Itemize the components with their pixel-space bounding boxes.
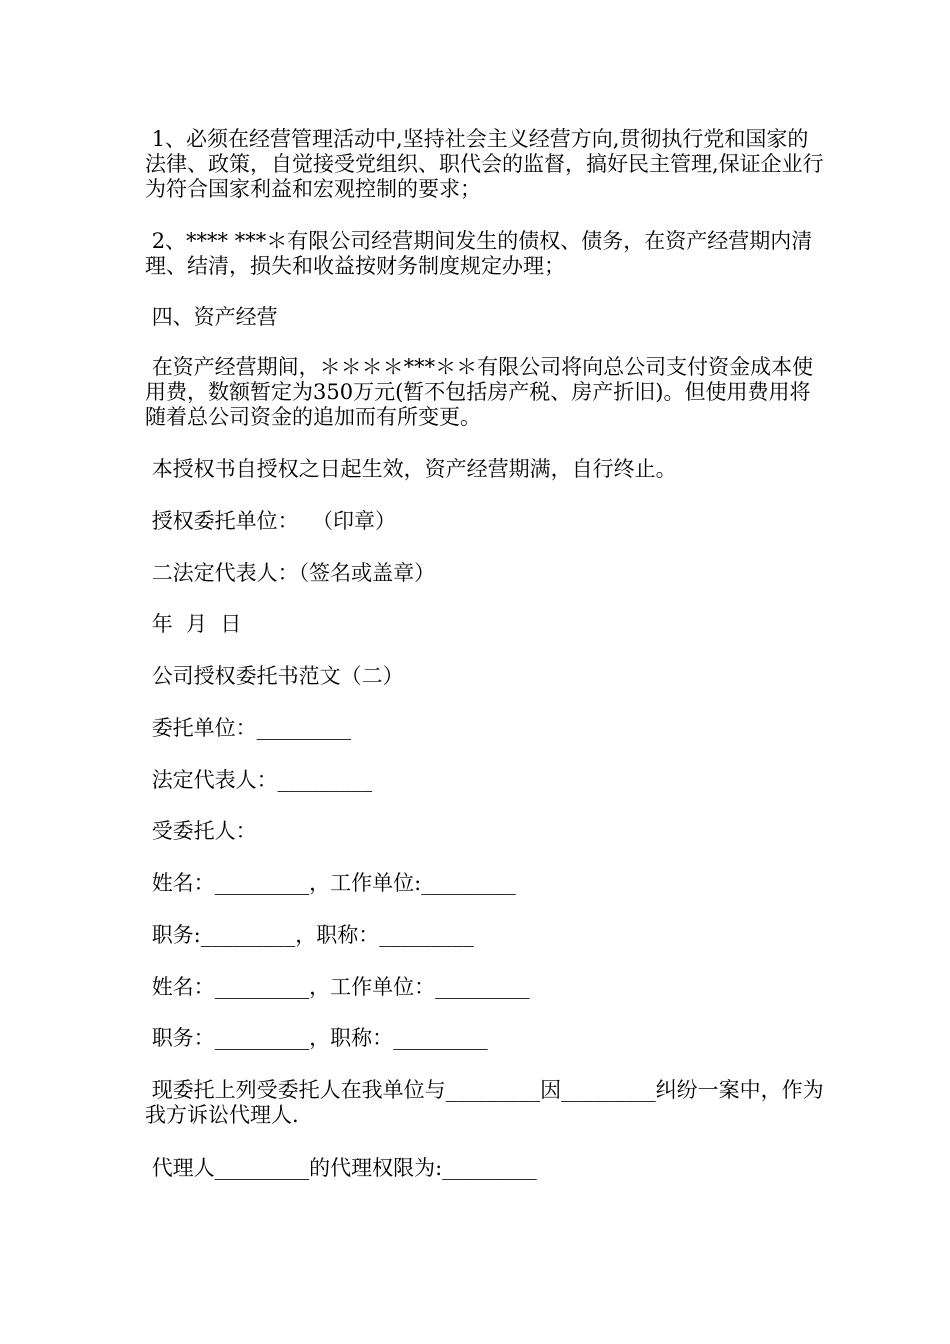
label-entrusted-persons: 受委托人： xyxy=(145,819,257,843)
field-entrusting-unit: 委托单位：_________ xyxy=(145,716,352,740)
line-legal-representative-signature: 二法定代表人：（签名或盖章） xyxy=(145,561,436,585)
line-authorizing-unit: 授权委托单位： （印章） xyxy=(145,509,397,533)
paragraph-effective-date: 本授权书自授权之日起生效，资产经营期满，自行终止。 xyxy=(145,457,677,481)
field-person-1-name-workplace: 姓名：_________，工作单位:_________ xyxy=(145,871,516,895)
field-agent-authority: 代理人_________的代理权限为:_________ xyxy=(145,1156,537,1180)
section-heading-asset-operation: 四、资产经营 xyxy=(145,305,278,329)
heading-sample-two: 公司授权委托书范文（二） xyxy=(145,664,404,688)
paragraph-entrustment-statement: 现委托上列受委托人在我单位与_________因_________纠纷一案中，作为我方诉讼代理人. xyxy=(145,1078,824,1127)
field-person-2-name-workplace: 姓名：_________，工作单位：_________ xyxy=(145,975,530,999)
paragraph-clause-1: 1、必须在经营管理活动中,坚持社会主义经营方向,贯彻执行党和国家的法律、政策，自觉接受党组织、职代会的监督，搞好民主管理,保证企业行为符合国家利益和宏观控制的要求； xyxy=(145,127,824,201)
field-person-2-position-title: 职务：_________，职称：_________ xyxy=(145,1026,488,1050)
paragraph-asset-operation: 在资产经营期间，＊＊＊＊***＊＊有限公司将向总公司支付资金成本使用费，数额暂定为350万元(暂不包括房产税、房产折旧)。但使用费用将随着总公司资金的追加而有所变更。 xyxy=(145,355,814,429)
line-date: 年 月 日 xyxy=(145,612,242,636)
field-person-1-position-title: 职务:_________，职称：_________ xyxy=(145,923,474,947)
field-legal-representative: 法定代表人：_________ xyxy=(145,768,373,792)
paragraph-clause-2: 2、**** ***＊有限公司经营期间发生的债权、债务，在资产经营期内清理、结清，损失和收益按财务制度规定办理； xyxy=(145,229,813,278)
